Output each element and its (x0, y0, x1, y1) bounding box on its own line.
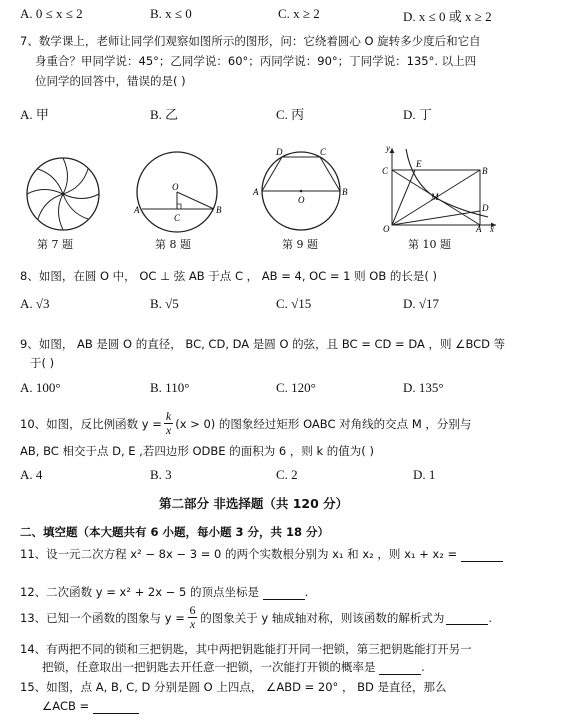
q14-line-2: 把锁，任意取出一把钥匙去开任意一把锁，一次能打开锁的概率是 . (42, 660, 425, 674)
q10-fraction (164, 410, 173, 437)
fig10-label-m: M (431, 192, 439, 202)
q7-option-d: D. 丁 (403, 107, 432, 122)
figure-7-caption: 第 7 题 (37, 238, 73, 251)
q9-option-c: C. 120° (276, 380, 316, 395)
fig10-label-c: C (382, 166, 389, 176)
fig10-label-o: O (383, 224, 390, 233)
q15-line-1: 15、如图，点 A, B, C, D 分别是圆 O 上四点， ∠ABD = 20° ， BD 是直径，那么 (20, 680, 447, 694)
q13-fraction (188, 604, 197, 631)
q11-text: 11、设一元二次方程 x² − 8x − 3 = 0 的两个实数根分别为 x₁ 和 x₂ ，则 x₁ + x₂ = (20, 547, 458, 561)
fig10-label-y: y (386, 143, 390, 153)
q10-frac-den: x (165, 423, 172, 437)
q9-line-1: 9、如图， AB 是圆 O 的直径， BC, CD, DA 是圆 O 的弦，且 BC = CD = DA ，则 ∠BCD 等 (20, 337, 506, 351)
q14-answer-blank[interactable] (379, 660, 421, 675)
figure-8-caption: 第 8 题 (155, 238, 191, 251)
section2-title: 二、填空题（本大题共有 6 小题，每小题 3 分，共 18 分） (20, 525, 330, 539)
q12-question: 12、二次函数 y = x² + 2x − 5 的顶点坐标是 . (20, 585, 309, 599)
fig8-label-o: O (172, 182, 179, 192)
q8-option-a: A. √3 (20, 296, 50, 311)
q6-option-b: B. x ≤ 0 (150, 6, 192, 21)
q9-option-b: B. 110° (150, 380, 190, 395)
q13-question: 13、已知一个函数的图象与 y = $\frac{6}{x}$ 的图象关于 y 轴成轴对称，则该函数的解析式为 . (20, 603, 492, 631)
q10-option-b: B. 3 (150, 467, 172, 482)
q13-frac-num: 6 (189, 603, 196, 617)
fig10-label-x: x (490, 224, 494, 233)
q15-line-2 (42, 699, 139, 714)
q8-option-d: D. √17 (403, 296, 440, 311)
q10-frac-num: k (165, 409, 172, 423)
q10-option-c: C. 2 (276, 467, 298, 482)
q12-answer-blank[interactable] (263, 585, 305, 600)
q7-line-1: 7、数学课上，老师让同学们观察如图所示的图形，问：它绕着圆心 O 旋转多少度后和它自 (20, 34, 481, 48)
figure-9-caption: 第 9 题 (282, 238, 318, 251)
fig10-label-b: B (482, 166, 488, 176)
q9-line-2: 于( ) (30, 356, 55, 370)
fig9-label-c: C (320, 147, 327, 157)
q7-line-3: 位同学的回答中，错误的是( ) (35, 74, 186, 88)
fig9-label-a: A (253, 187, 259, 197)
fig9-label-b: B (342, 187, 348, 197)
q12-text: 12、二次函数 y = x² + 2x − 5 的顶点坐标是 (20, 585, 259, 599)
figure-10-caption: 第 10 题 (408, 238, 451, 251)
q7-line-2: 身重合？甲同学说：45°；乙同学说：60°；丙同学说：90°；丁同学说：135°. 以上四 (35, 54, 477, 68)
fig10-label-e: E (416, 159, 422, 169)
figure-8-circle-chord (130, 147, 224, 235)
q13-frac-den: x (189, 617, 196, 631)
figure-9-inscribed-trapezoid (252, 146, 350, 234)
q14-line-2-text: 把锁，任意取出一把钥匙去开任意一把锁，一次能打开锁的概率是 (42, 660, 376, 674)
q8-option-b: B. √5 (150, 296, 179, 311)
fig10-label-d: D (482, 203, 489, 213)
q13-answer-blank[interactable] (446, 610, 488, 625)
q7-option-b: B. 乙 (150, 107, 179, 122)
fig10-label-a: A (476, 224, 482, 233)
fig8-label-b: B (216, 205, 222, 215)
q9-option-d: D. 135° (403, 380, 444, 395)
fig9-label-d: D (276, 147, 283, 157)
q6-option-a: A. 0 ≤ x ≤ 2 (20, 6, 83, 21)
q7-option-c: C. 丙 (276, 107, 305, 122)
q15-line-2-text: ∠ACB = (42, 699, 90, 713)
q11-answer-blank[interactable] (461, 547, 503, 562)
q11-question (20, 546, 503, 562)
q10-option-a: A. 4 (20, 467, 43, 482)
q6-option-c: C. x ≥ 2 (278, 6, 320, 21)
fig8-label-c: C (174, 213, 181, 223)
figure-10-hyperbola-rectangle (378, 143, 500, 233)
figure-7-rotation-circle (24, 155, 102, 233)
q7-option-a: A. 甲 (20, 107, 49, 122)
q10-line-1-post: (x > 0) 的图象经过矩形 OABC 对角线的交点 M ，分别与 (175, 416, 472, 431)
q15-answer-blank[interactable] (93, 699, 139, 714)
q14-line-1: 14、有两把不同的锁和三把钥匙，其中两把钥匙能打开同一把锁，第三把钥匙能打开另一 (20, 642, 472, 656)
q9-option-a: A. 100° (20, 380, 61, 395)
q13-text-post: 的图象关于 y 轴成轴对称，则该函数的解析式为 (200, 610, 445, 625)
q6-option-d: D. x ≤ 0 或 x ≥ 2 (403, 9, 492, 24)
fig8-label-a: A (134, 205, 140, 215)
q8-option-c: C. √15 (276, 296, 312, 311)
q10-line-1 (20, 410, 471, 437)
q8-question: 8、如图，在圆 O 中， OC ⊥ 弦 AB 于点 C ， AB = 4, OC = 1 则 OB 的长是( ) (20, 269, 438, 283)
q10-line-2: AB, BC 相交于点 D, E ,若四边形 ODBE 的面积为 6 ，则 k 的值为( ) (20, 444, 374, 458)
part2-title: 第二部分 非选择题（共 120 分） (159, 496, 349, 511)
q10-option-d: D. 1 (413, 467, 436, 482)
q13-text-pre: 13、已知一个函数的图象与 y = (20, 610, 185, 625)
fig9-label-o: O (298, 195, 305, 205)
q10-line-1-pre: 10、如图，反比例函数 y = (20, 416, 162, 431)
